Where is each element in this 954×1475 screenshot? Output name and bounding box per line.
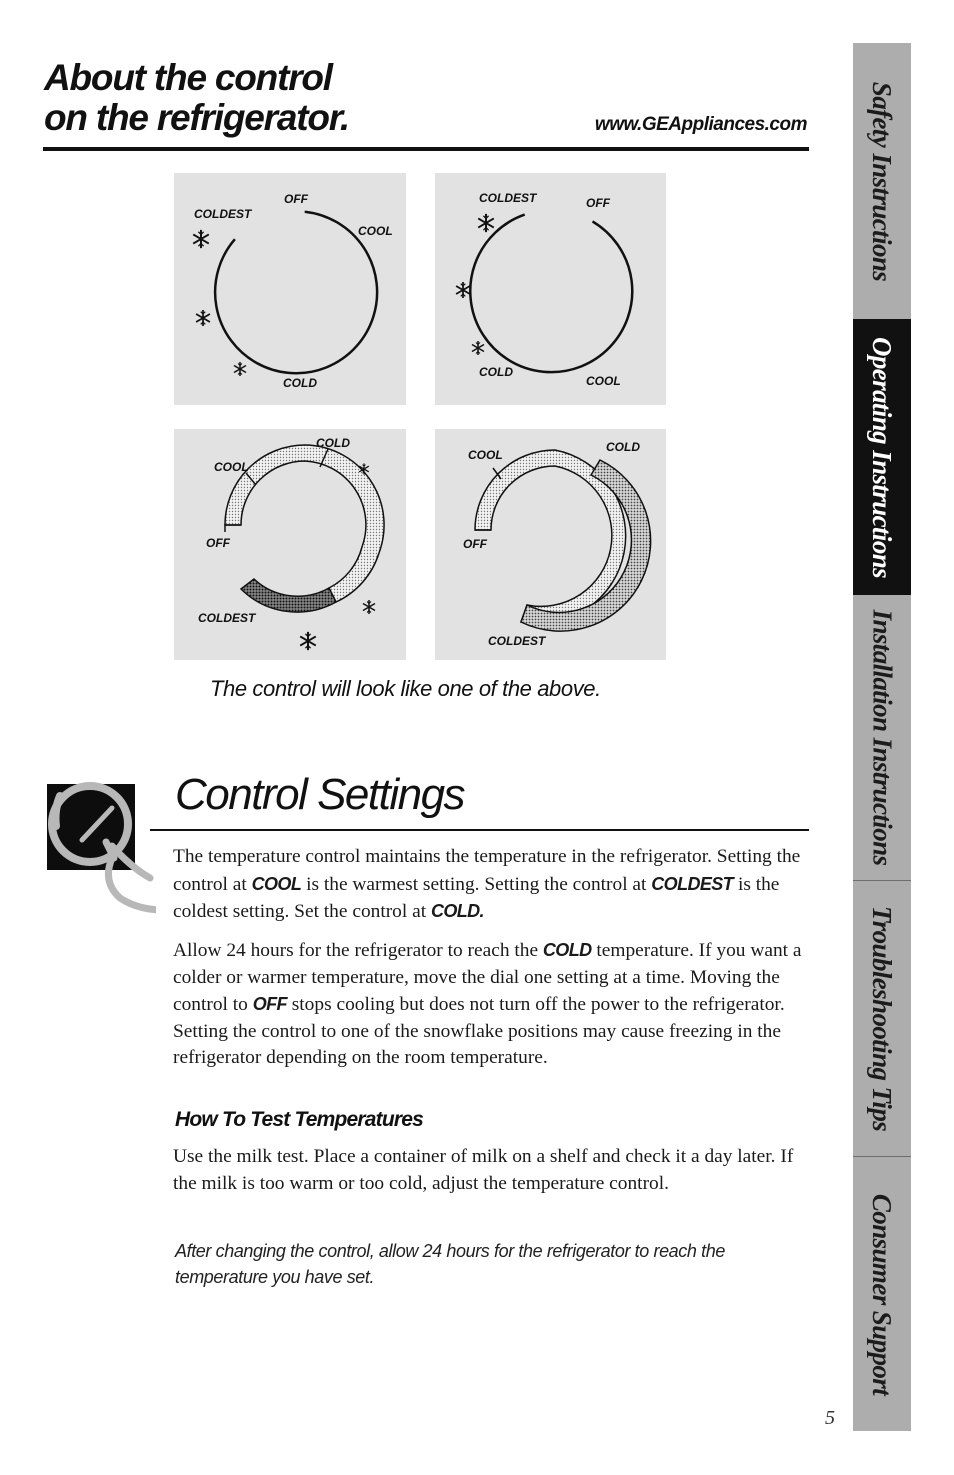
dials-caption: The control will look like one of the above.: [210, 676, 601, 701]
snowflake-icon: [300, 632, 316, 650]
snowflake-icon: [478, 214, 494, 232]
paragraph-milk-test: Use the milk test. Place a container of milk on a shelf and check it a day later. If the milk is too warm or too cold, adjust the temperature control.: [173, 1146, 794, 1194]
label-cold: COLD: [606, 440, 640, 454]
label-coldest: COLDEST: [198, 611, 256, 625]
label-cool: COOL: [214, 460, 249, 474]
keyword-cold: COLD.: [430, 901, 484, 921]
dial-arc: [215, 212, 377, 374]
paragraph-adjusting-settings: Allow 24 hours for the refrigerator to reach the COLD temperature. If you want a colder or warmer temperature, move the dial one setting at a time. Moving the control to OFF stops cooling but does not turn off the power to the refrigerator. Setting the control to one of the snowflake positions may cause freezing in the refrigerator depending on the room temperature.: [173, 940, 802, 1068]
hand-turning-dial-icon: [46, 762, 156, 922]
label-cold: COLD: [316, 436, 350, 450]
label-coldest: COLDEST: [194, 207, 252, 221]
tab-label: Safety Instructions: [867, 81, 898, 281]
dial-diagram-3: [174, 429, 406, 660]
title-line-1: About the control: [44, 57, 332, 98]
dial-diagram-1: [174, 173, 406, 405]
tab-label: Operating Instructions: [867, 336, 898, 578]
label-cool: COOL: [586, 374, 621, 388]
label-coldest: COLDEST: [479, 191, 537, 205]
label-cool: COOL: [468, 448, 503, 462]
label-off: OFF: [586, 196, 610, 210]
website-link[interactable]: www.GEAppliances.com: [594, 114, 807, 135]
dial-band-coldest: [241, 579, 336, 612]
note-after-changing: After changing the control, allow 24 hours for the refrigerator to reach the temperature you have set.: [175, 1241, 725, 1287]
keyword-cold: COLD: [542, 940, 592, 960]
label-off: OFF: [206, 536, 230, 550]
keyword-coldest: COLDEST: [651, 873, 734, 894]
label-coldest: COLDEST: [488, 634, 546, 648]
label-cold: COLD: [479, 365, 513, 379]
snowflake-icon: [196, 310, 210, 326]
tab-consumer-support[interactable]: [853, 1157, 911, 1431]
page-title: [44, 58, 349, 138]
label-cold: COLD: [283, 376, 317, 390]
dial-diagram-2: [435, 173, 666, 405]
snowflake-icon: [234, 362, 246, 376]
tab-label: Troubleshooting Tips: [867, 905, 898, 1132]
label-cool: COOL: [358, 224, 393, 238]
section-divider: [150, 829, 809, 831]
header-divider: [43, 147, 809, 151]
snowflake-icon: [193, 230, 209, 248]
subheading-test-temperatures: How To Test Temperatures: [175, 1108, 424, 1131]
dial-diagram-4: [435, 429, 666, 660]
section-title: Control Settings: [175, 770, 465, 819]
tab-operating-instructions[interactable]: [853, 319, 911, 595]
keyword-cool: COOL: [251, 873, 302, 894]
tab-installation-instructions[interactable]: [853, 595, 911, 880]
page-number: 5: [825, 1407, 835, 1429]
title-line-2: on the refrigerator.: [44, 97, 349, 138]
tab-safety-instructions[interactable]: [853, 43, 911, 319]
tab-label: Installation Instructions: [867, 609, 898, 866]
tab-troubleshooting-tips[interactable]: [853, 881, 911, 1156]
label-off: OFF: [284, 192, 308, 206]
dial-arc: [470, 215, 632, 373]
snowflake-icon: [472, 341, 484, 355]
tab-label: Consumer Support: [867, 1193, 898, 1395]
keyword-off: OFF: [252, 994, 287, 1014]
label-off: OFF: [463, 537, 487, 551]
paragraph-control-description: The temperature control maintains the temperature in the refrigerator. Setting the control at COOL is the warmest setting. Setting the control at COLDEST is the coldest setting. Set the control at COLD.: [173, 846, 801, 922]
snowflake-icon: [363, 600, 375, 614]
dial-band: [225, 445, 384, 602]
snowflake-icon: [456, 282, 470, 298]
